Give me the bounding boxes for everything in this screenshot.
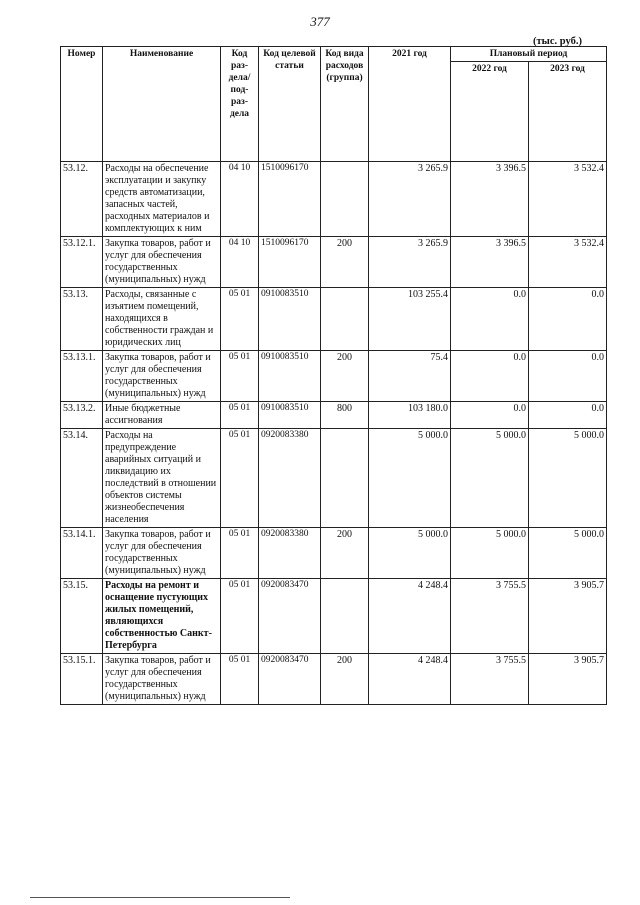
row-section-code: 05 01 (221, 654, 259, 705)
row-value-2021: 103 180.0 (369, 402, 451, 429)
row-expense-kind (321, 579, 369, 654)
row-name: Расходы на ремонт и оснащение пустующих жилых помещений, являющихся собственностью Санкт-Петербурга (103, 579, 221, 654)
row-expense-kind (321, 288, 369, 351)
row-value-2023: 3 905.7 (529, 579, 607, 654)
table-row (61, 429, 607, 528)
units-note: (тыс. руб.) (533, 36, 582, 47)
row-section-code: 05 01 (221, 528, 259, 579)
row-name: Расходы, связанные с изъятием помещений, находящихся в собственности граждан и юридических лиц (103, 288, 221, 351)
row-value-2021: 103 255.4 (369, 288, 451, 351)
row-value-2022: 0.0 (451, 288, 529, 351)
header-section-code: Код раз-дела/ под-раз-дела (221, 47, 259, 162)
row-expense-kind: 200 (321, 351, 369, 402)
header-year-2022: 2022 год (451, 62, 529, 162)
row-value-2023: 5 000.0 (529, 429, 607, 528)
table-row (61, 402, 607, 429)
row-target-code: 0920083470 (259, 579, 321, 654)
table-header (61, 47, 607, 162)
row-value-2022: 3 396.5 (451, 237, 529, 288)
row-value-2023: 3 532.4 (529, 162, 607, 237)
row-expense-kind: 800 (321, 402, 369, 429)
header-number: Номер (61, 47, 103, 162)
row-section-code: 05 01 (221, 579, 259, 654)
header-name: Наименование (103, 47, 221, 162)
table-row (61, 579, 607, 654)
row-value-2023: 0.0 (529, 351, 607, 402)
table-body (61, 162, 607, 705)
row-section-code: 05 01 (221, 351, 259, 402)
row-value-2022: 5 000.0 (451, 528, 529, 579)
row-value-2022: 3 755.5 (451, 579, 529, 654)
row-number: 53.15. (61, 579, 103, 654)
header-expense-kind: Код вида расходов (группа) (321, 47, 369, 162)
row-name: Закупка товаров, работ и услуг для обеспечения государственных (муниципальных) нужд (103, 351, 221, 402)
row-target-code: 0920083470 (259, 654, 321, 705)
row-number: 53.13. (61, 288, 103, 351)
header-year-2023: 2023 год (529, 62, 607, 162)
row-value-2022: 3 755.5 (451, 654, 529, 705)
header-planned-period: Плановый период (451, 47, 607, 62)
row-target-code: 0920083380 (259, 429, 321, 528)
table-row (61, 351, 607, 402)
table-row (61, 288, 607, 351)
table-row (61, 654, 607, 705)
row-section-code: 04 10 (221, 237, 259, 288)
row-value-2022: 0.0 (451, 402, 529, 429)
row-value-2022: 3 396.5 (451, 162, 529, 237)
row-expense-kind (321, 162, 369, 237)
row-name: Расходы на предупреждение аварийных ситуаций и ликвидацию их последствий в отношении объектов системы жизнеобеспечения населения (103, 429, 221, 528)
row-value-2023: 0.0 (529, 288, 607, 351)
row-section-code: 04 10 (221, 162, 259, 237)
row-name: Закупка товаров, работ и услуг для обеспечения государственных (муниципальных) нужд (103, 237, 221, 288)
budget-table (60, 46, 607, 705)
row-expense-kind: 200 (321, 237, 369, 288)
row-section-code: 05 01 (221, 402, 259, 429)
header-year-2021: 2021 год (369, 47, 451, 162)
table-row (61, 237, 607, 288)
row-value-2022: 5 000.0 (451, 429, 529, 528)
row-value-2023: 3 532.4 (529, 237, 607, 288)
table-row (61, 162, 607, 237)
row-expense-kind (321, 429, 369, 528)
row-expense-kind: 200 (321, 654, 369, 705)
row-name: Иные бюджетные ассигнования (103, 402, 221, 429)
row-target-code: 0910083510 (259, 351, 321, 402)
row-value-2021: 4 248.4 (369, 654, 451, 705)
row-number: 53.13.1. (61, 351, 103, 402)
row-value-2021: 5 000.0 (369, 528, 451, 579)
row-expense-kind: 200 (321, 528, 369, 579)
row-number: 53.14. (61, 429, 103, 528)
row-name: Расходы на обеспечение эксплуатации и закупку средств автоматизации, запасных частей, расходных материалов и комплектующих к ним (103, 162, 221, 237)
row-name: Закупка товаров, работ и услуг для обеспечения государственных (муниципальных) нужд (103, 654, 221, 705)
row-value-2021: 5 000.0 (369, 429, 451, 528)
row-value-2023: 0.0 (529, 402, 607, 429)
row-target-code: 0910083510 (259, 402, 321, 429)
row-value-2023: 3 905.7 (529, 654, 607, 705)
row-number: 53.14.1. (61, 528, 103, 579)
footer-divider (30, 897, 290, 898)
row-section-code: 05 01 (221, 288, 259, 351)
row-target-code: 0920083380 (259, 528, 321, 579)
table-row (61, 528, 607, 579)
row-target-code: 1510096170 (259, 162, 321, 237)
row-number: 53.12.1. (61, 237, 103, 288)
row-target-code: 0910083510 (259, 288, 321, 351)
row-number: 53.15.1. (61, 654, 103, 705)
header-target-code: Код целевой статьи (259, 47, 321, 162)
page-number: 377 (310, 14, 330, 29)
row-value-2022: 0.0 (451, 351, 529, 402)
row-name: Закупка товаров, работ и услуг для обеспечения государственных (муниципальных) нужд (103, 528, 221, 579)
row-target-code: 1510096170 (259, 237, 321, 288)
row-value-2023: 5 000.0 (529, 528, 607, 579)
row-number: 53.12. (61, 162, 103, 237)
row-number: 53.13.2. (61, 402, 103, 429)
row-value-2021: 75.4 (369, 351, 451, 402)
row-section-code: 05 01 (221, 429, 259, 528)
row-value-2021: 3 265.9 (369, 237, 451, 288)
row-value-2021: 3 265.9 (369, 162, 451, 237)
row-value-2021: 4 248.4 (369, 579, 451, 654)
